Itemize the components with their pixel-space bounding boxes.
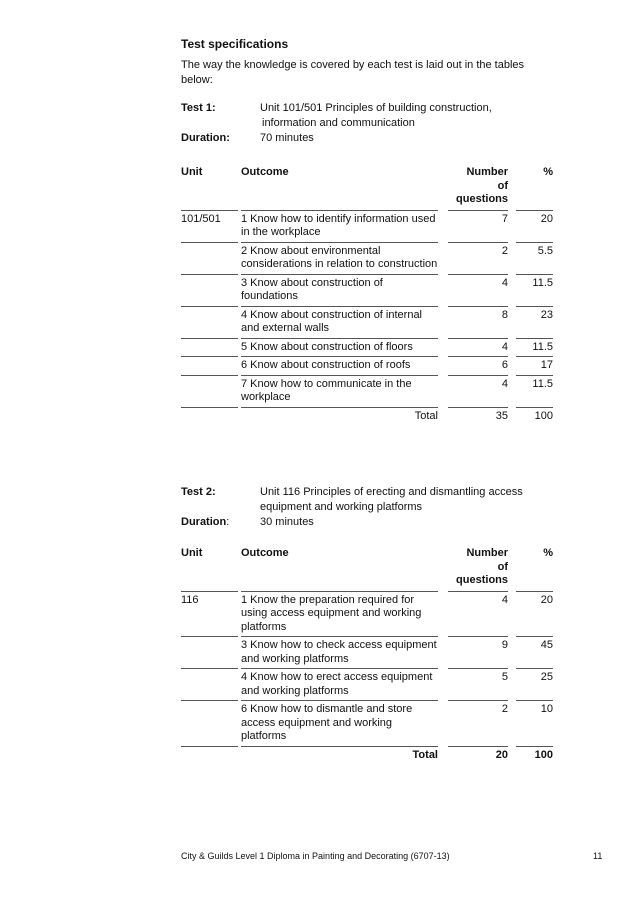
test-2-duration-colon: : <box>226 516 230 528</box>
test-1-duration-value: 70 minutes <box>260 132 314 144</box>
unit-cell: 116 <box>181 591 238 637</box>
total-label: Total <box>412 748 438 761</box>
unit-cell <box>181 669 238 701</box>
page-footer: City & Guilds Level 1 Diploma in Painting and Decorating (6707-13) <box>181 851 450 861</box>
outcome-cell: 6 Know how to dismantle and store access equipment and working platforms <box>241 701 438 747</box>
outcome-cell: 3 Know about construction of foundations <box>241 274 438 306</box>
unit-cell <box>181 701 238 747</box>
percent-cell: 5.5 <box>516 242 553 274</box>
col-outcome-header: Outcome <box>241 166 438 210</box>
questions-cell: 9 <box>448 637 508 669</box>
total-percent: 100 <box>534 409 553 422</box>
questions-cell: 5 <box>448 669 508 701</box>
questions-cell: 4 <box>448 274 508 306</box>
total-questions: 35 <box>495 409 508 422</box>
test-1-table <box>181 166 553 425</box>
percent-cell: 20 <box>516 210 553 242</box>
questions-cell: 6 <box>448 357 508 376</box>
test-1-info <box>181 101 561 146</box>
col-unit-header: Unit <box>181 166 238 210</box>
table-row <box>181 210 553 242</box>
percent-cell: 25 <box>516 669 553 701</box>
unit-cell <box>181 306 238 338</box>
percent-cell: 10 <box>516 701 553 747</box>
outcome-cell: 6 Know about construction of roofs <box>241 357 438 376</box>
total-label: Total <box>414 409 438 422</box>
percent-cell: 11.5 <box>516 375 553 407</box>
test-2-unit-title-line2: equipment and working platforms <box>260 501 423 513</box>
outcome-cell: 1 Know how to identify information used in the workplace <box>241 210 438 242</box>
test-2-duration-label: Duration <box>181 516 227 528</box>
percent-cell: 23 <box>516 306 553 338</box>
unit-cell <box>181 338 238 357</box>
questions-cell: 2 <box>448 701 508 747</box>
outcome-cell: 4 Know about construction of internal and external walls <box>241 306 438 338</box>
questions-cell: 8 <box>448 306 508 338</box>
outcome-cell: 4 Know how to erect access equipment and working platforms <box>241 669 438 701</box>
total-row <box>181 746 553 764</box>
percent-cell: 45 <box>516 637 553 669</box>
table-row <box>181 637 553 669</box>
unit-cell: 101/501 <box>181 210 238 242</box>
percent-cell: 11.5 <box>516 338 553 357</box>
percent-cell: 17 <box>516 357 553 376</box>
percent-cell: 20 <box>516 591 553 637</box>
questions-cell: 4 <box>448 375 508 407</box>
test-1-label: Test 1: <box>181 102 216 114</box>
test-2-label: Test 2: <box>181 486 216 498</box>
outcome-cell: 1 Know the preparation required for using access equipment and working platforms <box>241 591 438 637</box>
percent-cell: 11.5 <box>516 274 553 306</box>
questions-cell: 4 <box>448 591 508 637</box>
unit-cell <box>181 274 238 306</box>
total-questions: 20 <box>495 748 508 761</box>
table-row <box>181 357 553 376</box>
test-2-info <box>181 485 561 530</box>
outcome-cell: 2 Know about environmental considerations in relation to construction <box>241 242 438 274</box>
total-row <box>181 407 553 425</box>
unit-cell <box>181 242 238 274</box>
col-percent-header: % <box>516 547 553 591</box>
unit-cell <box>181 357 238 376</box>
table-row <box>181 306 553 338</box>
questions-cell: 7 <box>448 210 508 242</box>
test-1-duration-label: Duration: <box>181 132 230 144</box>
table-row <box>181 274 553 306</box>
col-number-header: Number of questions <box>448 547 508 591</box>
questions-cell: 2 <box>448 242 508 274</box>
test-2-duration-value: 30 minutes <box>260 516 314 528</box>
table-row <box>181 701 553 747</box>
table-row <box>181 242 553 274</box>
section-heading: Test specifications <box>181 37 289 51</box>
table-row <box>181 375 553 407</box>
outcome-cell: 3 Know how to check access equipment and working platforms <box>241 637 438 669</box>
table-row <box>181 669 553 701</box>
test-2-unit-title-line1: Unit 116 Principles of erecting and dismantling access <box>260 486 523 498</box>
outcome-cell: 5 Know about construction of floors <box>241 338 438 357</box>
table-row <box>181 591 553 637</box>
outcome-cell: 7 Know how to communicate in the workplace <box>241 375 438 407</box>
test-1-unit-title-line1: Unit 101/501 Principles of building construction, <box>260 102 492 114</box>
page-number: 11 <box>593 851 603 861</box>
col-number-header: Number of questions <box>448 166 508 210</box>
unit-cell <box>181 375 238 407</box>
questions-cell: 4 <box>448 338 508 357</box>
test-1-unit-title-line2: information and communication <box>262 117 415 129</box>
unit-cell <box>181 637 238 669</box>
col-unit-header: Unit <box>181 547 238 591</box>
test-2-table <box>181 547 553 764</box>
table-row <box>181 338 553 357</box>
col-percent-header: % <box>516 166 553 210</box>
col-outcome-header: Outcome <box>241 547 438 591</box>
total-percent: 100 <box>534 748 553 761</box>
intro-paragraph: The way the knowledge is covered by each test is laid out in the tables below: <box>181 59 525 86</box>
